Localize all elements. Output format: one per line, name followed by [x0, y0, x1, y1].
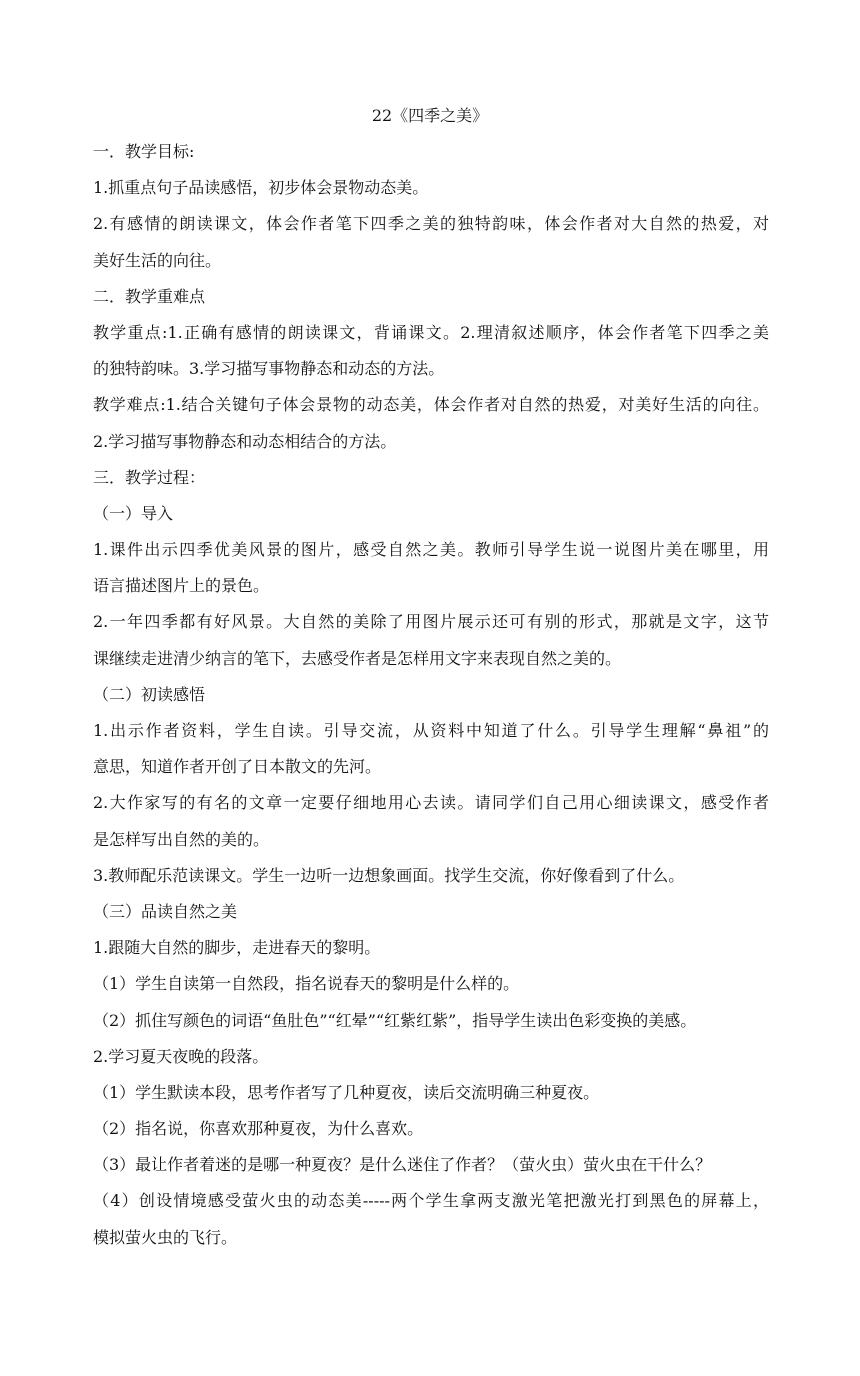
- section-heading-process: 三．教学过程：: [93, 467, 206, 487]
- document-body: [93, 140, 769, 1262]
- paragraph-line: 2.学习描写事物静态和动态相结合的方法。: [93, 431, 397, 451]
- section-heading-objectives: 一．教学目标:: [93, 142, 195, 161]
- paragraph-line: 美好生活的向往。: [93, 250, 222, 270]
- subsection-heading-nature-beauty: （三）品读自然之美: [93, 901, 238, 921]
- paragraph-line: 2.一年四季都有好风景。大自然的美除了用图片展示还可有别的形式，那就是文字，这节: [93, 612, 769, 632]
- paragraph-line: 1.出示作者资料，学生自读。引导交流，从资料中知道了什么。引导学生理解“鼻祖”的: [93, 721, 769, 740]
- paragraph-line: （2）指名说，你喜欢那种夏夜，为什么喜欢。: [93, 1119, 424, 1139]
- paragraph-line: 2.学习夏天夜晚的段落。: [93, 1046, 269, 1066]
- paragraph-line: （1）学生自读第一自然段，指名说春天的黎明是什么样的。: [93, 974, 520, 994]
- paragraph-line: 的独特韵味。3.学习描写事物静态和动态的方法。: [93, 359, 445, 379]
- paragraph-line: 课继续走进清少纳言的笔下，去感受作者是怎样用文字来表现自然之美的。: [93, 648, 622, 668]
- paragraph-line: 教学难点:1.结合关键句子体会景物的动态美，体会作者对自然的热爱，对美好生活的向往。: [93, 395, 769, 415]
- paragraph-line: 1.抓重点句子品读感悟，初步体会景物动态美。: [93, 178, 429, 198]
- section-heading-key-points: 二．教学重难点: [93, 286, 206, 306]
- paragraph-line: 2.有感情的朗读课文，体会作者笔下四季之美的独特韵味，体会作者对大自然的热爱，对: [93, 214, 769, 234]
- paragraph-line: 意思，知道作者开创了日本散文的先河。: [93, 757, 382, 777]
- subsection-heading-first-reading: （二）初读感悟: [93, 684, 206, 704]
- paragraph-line: 1.跟随大自然的脚步，走进春天的黎明。: [93, 938, 381, 958]
- document-title: 22《四季之美》: [371, 106, 489, 125]
- paragraph-line: 1.课件出示四季优美风景的图片，感受自然之美。教师引导学生说一说图片美在哪里，用: [93, 540, 769, 560]
- paragraph-line: 模拟萤火虫的飞行。: [93, 1227, 238, 1247]
- paragraph-line: 2.大作家写的有名的文章一定要仔细地用心去读。请同学们自己用心细读课文，感受作者: [93, 793, 769, 813]
- paragraph-line: 是怎样写出自然的美的。: [93, 829, 270, 849]
- paragraph-line: （2）抓住写颜色的词语“鱼肚色”“红晕”“红紫红紫”，指导学生读出色彩变换的美感。: [93, 1010, 697, 1030]
- paragraph-line: （1）学生默读本段，思考作者写了几种夏夜，读后交流明确三种夏夜。: [93, 1082, 600, 1102]
- paragraph-line: 3.教师配乐范读课文。学生一边听一边想象画面。找学生交流，你好像看到了什么。: [93, 865, 685, 885]
- paragraph-line: （4）创设情境感受萤火虫的动态美-----两个学生拿两支激光笔把激光打到黑色的屏幕上，: [93, 1191, 769, 1211]
- paragraph-line: 语言描述图片上的景色。: [93, 576, 270, 596]
- paragraph-line: 教学重点:1.正确有感情的朗读课文，背诵课文。2.理清叙述顺序，体会作者笔下四季之美: [93, 322, 769, 342]
- subsection-heading-intro: （一）导入: [93, 503, 174, 523]
- paragraph-line: （3）最让作者着迷的是哪一种夏夜？是什么迷住了作者？（萤火虫）萤火虫在干什么？: [93, 1155, 712, 1175]
